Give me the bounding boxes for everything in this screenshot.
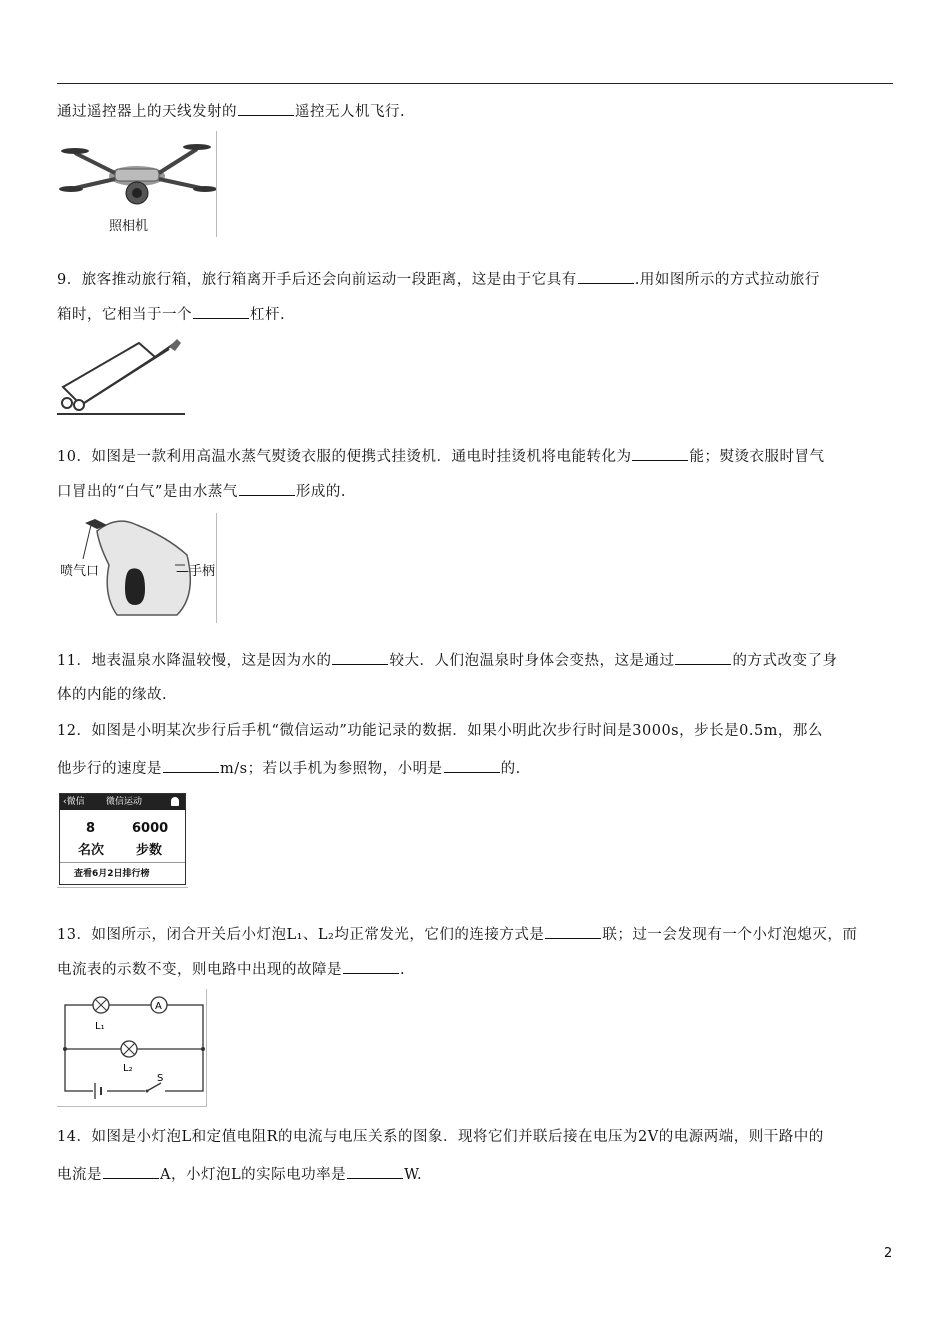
q13-line2: 电流表的示数不变，则电路中出现的故障是 . — [57, 959, 405, 980]
back-link: ‹微信 — [63, 797, 85, 807]
answer-blank[interactable] — [675, 650, 731, 665]
answer-blank[interactable] — [238, 101, 294, 116]
q10-line1: 10．如图是一款利用高温水蒸气熨烫衣服的便携式挂烫机．通电时挂烫机将电能转化为 能；熨烫衣服时冒气 — [57, 446, 824, 467]
answer-blank[interactable] — [545, 924, 601, 939]
q10-line2: 口冒出的“白气”是由水蒸气 形成的. — [57, 481, 346, 502]
luggage-figure — [57, 335, 187, 417]
handle-label: —手柄 — [176, 564, 216, 579]
q13-line1: 13．如图所示，闭合开关后小灯泡L₁、L₂均正常发光，它们的连接方式是 联；过一会发现有一个小灯泡熄灭，而 — [57, 924, 857, 945]
l2-label: L₂ — [123, 1063, 133, 1074]
answer-blank[interactable] — [444, 758, 500, 773]
drone-figure — [57, 131, 217, 237]
answer-blank[interactable] — [343, 959, 399, 974]
wechat-sport-figure — [57, 791, 188, 888]
answer-blank[interactable] — [347, 1164, 403, 1179]
q8-line1: 通过遥控器上的天线发射的 遥控无人机飞行. — [57, 101, 405, 122]
answer-blank[interactable] — [332, 650, 388, 665]
q11-line2: 体的内能的缘故. — [57, 687, 168, 703]
steamer-figure — [57, 513, 217, 623]
nozzle-label: 喷气口 — [60, 564, 100, 579]
luggage-icon — [57, 335, 187, 417]
answer-blank[interactable] — [239, 481, 295, 496]
q12-line2: 他步行的速度是 m/s；若以手机为参照物，小明是 的. — [57, 758, 521, 779]
user-icon — [171, 797, 179, 806]
phone-header — [60, 794, 185, 810]
header-rule — [57, 83, 893, 84]
circuit-diagram — [57, 989, 207, 1107]
leaderboard-link: 查看6月2日排行榜 — [74, 869, 150, 879]
q9-line1: 9．旅客推动旅行箱，旅行箱离开手后还会向前运动一段距离，这是由于它具有 .用如图所示的方式拉动旅行 — [57, 269, 820, 290]
rank-value: 8 — [86, 821, 96, 836]
answer-blank[interactable] — [163, 758, 219, 773]
q14-line2: 电流是 A，小灯泡L的实际电功率是 W. — [57, 1164, 422, 1185]
fig-label: 照相机 — [109, 219, 149, 234]
phone-screen — [59, 793, 186, 885]
rank-label: 名次 — [78, 843, 105, 858]
switch-label: S — [157, 1073, 164, 1084]
circuit-figure — [57, 989, 207, 1107]
l1-label: L₁ — [95, 1021, 105, 1032]
answer-blank[interactable] — [193, 304, 249, 319]
q12-line1: 12．如图是小明某次步行后手机“微信运动”功能记录的数据．如果小明此次步行时间是3000s，步长是0.5m，那么 — [57, 723, 823, 739]
phone-title: 微信运动 — [106, 797, 143, 807]
q11-line1: 11．地表温泉水降温较慢，这是因为水的 较大．人们泡温泉时身体会变热，这是通过 的方式改变了身 — [57, 650, 837, 671]
answer-blank[interactable] — [578, 269, 634, 284]
steps-value: 6000 — [132, 821, 169, 836]
q14-line1: 14．如图是小灯泡L和定值电阻R的电流与电压关系的图象．现将它们并联后接在电压为2V的电源两端，则干路中的 — [57, 1129, 824, 1145]
ammeter-label: A — [155, 1001, 162, 1012]
steps-label: 步数 — [136, 843, 163, 858]
q9-line2: 箱时，它相当于一个 杠杆. — [57, 304, 285, 325]
answer-blank[interactable] — [103, 1164, 159, 1179]
page-number: 2 — [884, 1246, 893, 1261]
answer-blank[interactable] — [632, 446, 688, 461]
